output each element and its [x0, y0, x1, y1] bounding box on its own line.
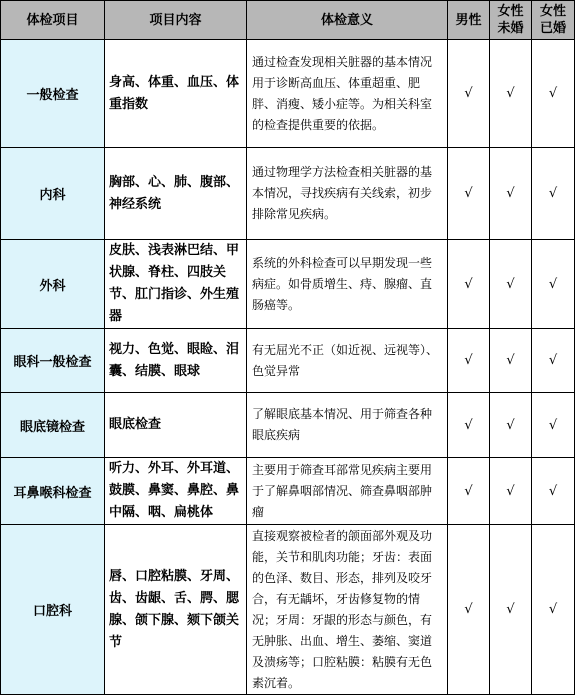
check-female-unmarried: √: [490, 40, 532, 148]
item-content-cell: 皮肤、浅表淋巴结、甲状腺、脊柱、四肢关节、肛门指诊、外生殖器: [105, 240, 247, 329]
check-female-married: √: [532, 525, 575, 695]
header-exam-meaning: 体检意义: [247, 1, 448, 40]
check-female-married: √: [532, 329, 575, 393]
check-female-unmarried: √: [490, 393, 532, 458]
item-content-cell: 唇、口腔粘膜、牙周、齿、齿龈、舌、腭、腮腺、颌下腺、颏下颌关节: [105, 525, 247, 695]
exam-item-cell: 眼底镜检查: [1, 393, 105, 458]
table-row: [1, 458, 575, 525]
exam-item-cell: 耳鼻喉科检查: [1, 458, 105, 525]
check-female-unmarried: √: [490, 458, 532, 525]
check-female-married: √: [532, 40, 575, 148]
check-female-married: √: [532, 393, 575, 458]
check-female-married: √: [532, 458, 575, 525]
check-male: √: [448, 240, 490, 329]
exam-meaning-cell: 直接观察被检者的颌面部外观及功能，关节和肌肉功能；牙齿：表面的色泽、数目、形态，排列及咬牙合，有无龋坏，牙齿修复物的情况；牙周：牙龈的形态与颜色，有无肿胀、出血、增生、萎缩、窦道及溃疡等；口腔粘膜：粘膜有无色素沉着。: [247, 525, 448, 695]
table-row: [1, 148, 575, 240]
table-row: [1, 240, 575, 329]
check-female-married: √: [532, 240, 575, 329]
exam-item-cell: 眼科一般检查: [1, 329, 105, 393]
exam-item-cell: 外科: [1, 240, 105, 329]
table-header-row: [1, 1, 575, 40]
table-row: [1, 40, 575, 148]
exam-item-cell: 一般检查: [1, 40, 105, 148]
exam-item-cell: 内科: [1, 148, 105, 240]
header-male: 男性: [448, 1, 490, 40]
exam-meaning-cell: 主要用于筛查耳部常见疾病主要用于了解鼻咽部情况、筛查鼻咽部肿瘤: [247, 458, 448, 525]
check-female-unmarried: √: [490, 240, 532, 329]
item-content-cell: 听力、外耳、外耳道、鼓膜、鼻窦、鼻腔、鼻中隔、咽、扁桃体: [105, 458, 247, 525]
exam-meaning-cell: 通过物理学方法检查相关脏器的基本情况，寻找疾病有关线索，初步排除常见疾病。: [247, 148, 448, 240]
check-male: √: [448, 393, 490, 458]
check-male: √: [448, 525, 490, 695]
header-female-unmarried: [490, 1, 532, 40]
header-female-unmarried-line2: 未婚: [497, 21, 524, 36]
check-female-unmarried: √: [490, 329, 532, 393]
check-male: √: [448, 148, 490, 240]
exam-meaning-cell: 了解眼底基本情况、用于筛查各种眼底疾病: [247, 393, 448, 458]
exam-meaning-cell: 系统的外科检查可以早期发现一些病症。如骨质增生、痔、腺瘤、直肠癌等。: [247, 240, 448, 329]
item-content-cell: 胸部、心、肺、腹部、神经系统: [105, 148, 247, 240]
exam-item-cell: 口腔科: [1, 525, 105, 695]
header-item-content: 项目内容: [105, 1, 247, 40]
table-row: [1, 329, 575, 393]
check-female-married: √: [532, 148, 575, 240]
header-female-married: [532, 1, 575, 40]
header-female-married-line2: 已婚: [539, 21, 566, 36]
header-exam-item: 体检项目: [1, 1, 105, 40]
check-female-unmarried: √: [490, 525, 532, 695]
check-male: √: [448, 458, 490, 525]
table-row: [1, 393, 575, 458]
item-content-cell: 身高、体重、血压、体重指数: [105, 40, 247, 148]
check-female-unmarried: √: [490, 148, 532, 240]
check-male: √: [448, 329, 490, 393]
exam-meaning-cell: 通过检查发现相关脏器的基本情况用于诊断高血压、体重超重、肥胖、消瘦、矮小症等。为相关科室的检查提供重要的依据。: [247, 40, 448, 148]
header-female-unmarried-line1: 女性: [497, 4, 524, 19]
table-row: [1, 525, 575, 695]
check-male: √: [448, 40, 490, 148]
header-female-married-line1: 女性: [539, 4, 566, 19]
item-content-cell: 眼底检查: [105, 393, 247, 458]
item-content-cell: 视力、色觉、眼睑、泪囊、结膜、眼球: [105, 329, 247, 393]
exam-meaning-cell: 有无屈光不正（如近视、远视等）、色觉异常: [247, 329, 448, 393]
